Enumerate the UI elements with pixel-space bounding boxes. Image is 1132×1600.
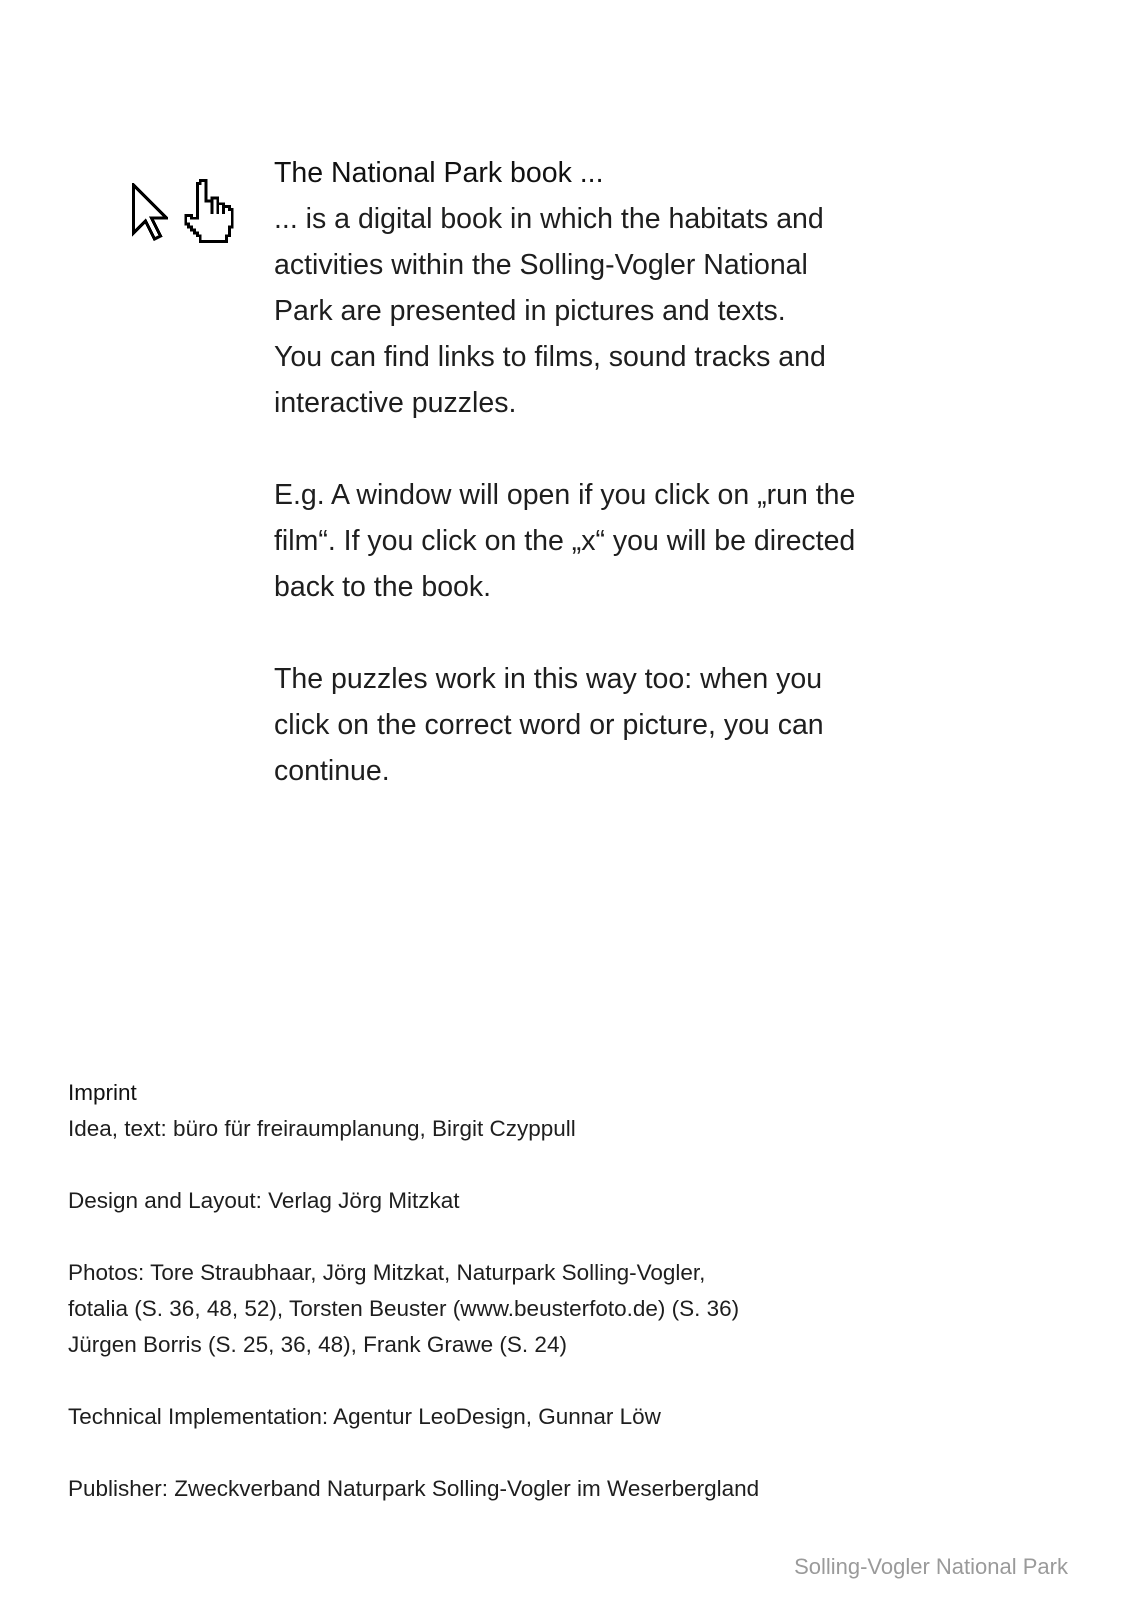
- intro-line: The puzzles work in this way too: when you: [274, 663, 823, 695]
- intro-paragraph-2: [274, 472, 894, 610]
- imprint-idea: Idea, text: büro für freiraumplanung, Birgit Czyppull: [68, 1116, 576, 1141]
- imprint-section: [68, 1075, 1068, 1543]
- intro-section: [274, 150, 894, 840]
- imprint-design: Design and Layout: Verlag Jörg Mitzkat: [68, 1188, 460, 1213]
- intro-line: continue.: [274, 755, 390, 787]
- intro-paragraph-1: [274, 150, 894, 426]
- intro-title: The National Park book ...: [274, 157, 604, 189]
- hand-pointer-icon: [184, 179, 234, 243]
- imprint-photos-line: fotalia (S. 36, 48, 52), Torsten Beuster (www.beusterfoto.de) (S. 36): [68, 1296, 740, 1321]
- intro-line: interactive puzzles.: [274, 387, 517, 419]
- intro-line: film“. If you click on the „x“ you will be directed: [274, 525, 856, 557]
- intro-line: activities within the Solling-Vogler National: [274, 249, 808, 281]
- intro-line: click on the correct word or picture, you can: [274, 709, 824, 741]
- imprint-publisher: Publisher: Zweckverband Naturpark Solling-Vogler im Weserbergland: [68, 1476, 760, 1501]
- imprint-technical: Technical Implementation: Agentur LeoDesign, Gunnar Löw: [68, 1404, 661, 1429]
- intro-line: You can find links to films, sound tracks and: [274, 341, 826, 373]
- intro-paragraph-3: [274, 656, 894, 794]
- imprint-photos-line: Jürgen Borris (S. 25, 36, 48), Frank Grawe (S. 24): [68, 1332, 567, 1357]
- arrow-cursor-icon: [132, 183, 168, 241]
- imprint-photos: [68, 1255, 1068, 1363]
- intro-line: back to the book.: [274, 571, 492, 603]
- imprint-photos-line: Photos: Tore Straubhaar, Jörg Mitzkat, Naturpark Solling-Vogler,: [68, 1260, 706, 1285]
- intro-line: E.g. A window will open if you click on „run the: [274, 479, 856, 511]
- page-footer: Solling-Vogler National Park: [794, 1554, 1068, 1579]
- cursor-icons: [132, 183, 242, 253]
- intro-line: Park are presented in pictures and texts.: [274, 295, 786, 327]
- imprint-heading: Imprint: [68, 1080, 137, 1105]
- intro-line: ... is a digital book in which the habitats and: [274, 203, 824, 235]
